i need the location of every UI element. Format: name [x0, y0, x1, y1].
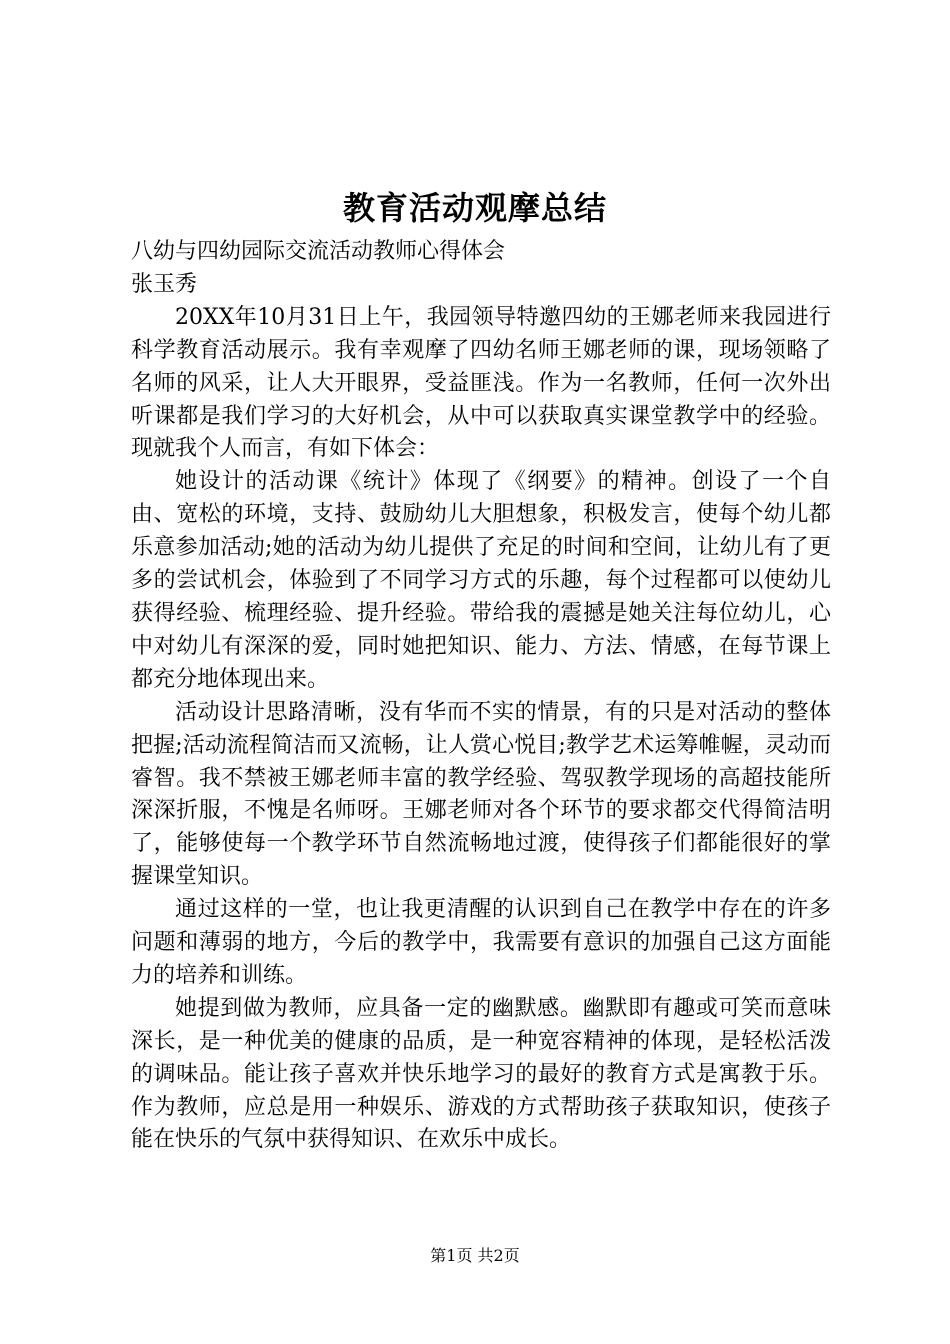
paragraph-4: 通过这样的一堂，也让我更清醒的认识到自己在教学中存在的许多问题和薄弱的地方，今后的教学中，我需要有意识的加强自己这方面能力的培养和训练。 — [131, 897, 831, 988]
paragraph-1: 20XX年10月31日上午，我园领导特邀四幼的王娜老师来我园进行科学教育活动展示。我有幸观摩了四幼名师王娜老师的课，现场领略了名师的风采，让人大开眼界，受益匪浅。作为一名教师，任何一次外出听课都是我们学习的大好机会，从中可以获取真实课堂教学中的经验。现就我个人而言，有如下体会： — [131, 304, 831, 462]
subtitle: 八幼与四幼园际交流活动教师心得体会 — [131, 239, 506, 264]
paragraph-3: 活动设计思路清晰，没有华而不实的情景，有的只是对活动的整体把握;活动流程简洁而又流畅，让人赏心悦目;教学艺术运筹帷幄，灵动而睿智。我不禁被王娜老师丰富的教学经验、驾驭教学现场的高超技能所深深折服，不愧是名师呀。王娜老师对各个环节的要求都交代得简洁明了，能够使每一个教学环节自然流畅地过渡，使得孩子们都能很好的掌握课堂知识。 — [131, 699, 831, 890]
document-body — [131, 236, 831, 1157]
page-title: 教育活动观摩总结 — [342, 189, 607, 227]
author-name: 张玉秀 — [131, 271, 198, 297]
page-number-footer: 第1页 共2页 — [430, 1246, 520, 1265]
paragraph-5: 她提到做为教师，应具备一定的幽默感。幽默即有趣或可笑而意味深长，是一种优美的健康的品质，是一种宽容精神的体现，是轻松活泼的调味品。能让孩子喜欢并快乐地学习的最好的教育方式是寓教于乐。作为教师，应总是用一种娱乐、游戏的方式帮助孩子获取知识，使孩子能在快乐的气氛中获得知识、在欢乐中成长。 — [131, 995, 831, 1153]
paragraph-2: 她设计的活动课《统计》体现了《纲要》的精神。创设了一个自由、宽松的环境，支持、鼓励幼儿大胆想象，积极发言，使每个幼儿都乐意参加活动;她的活动为幼儿提供了充足的时间和空间，让幼儿有了更多的尝试机会，体验到了不同学习方式的乐趣，每个过程都可以使幼儿获得经验、梳理经验、提升经验。带给我的震撼是她关注每位幼儿，心中对幼儿有深深的爱，同时她把知识、能力、方法、情感，在每节课上都充分地体现出来。 — [131, 469, 831, 692]
